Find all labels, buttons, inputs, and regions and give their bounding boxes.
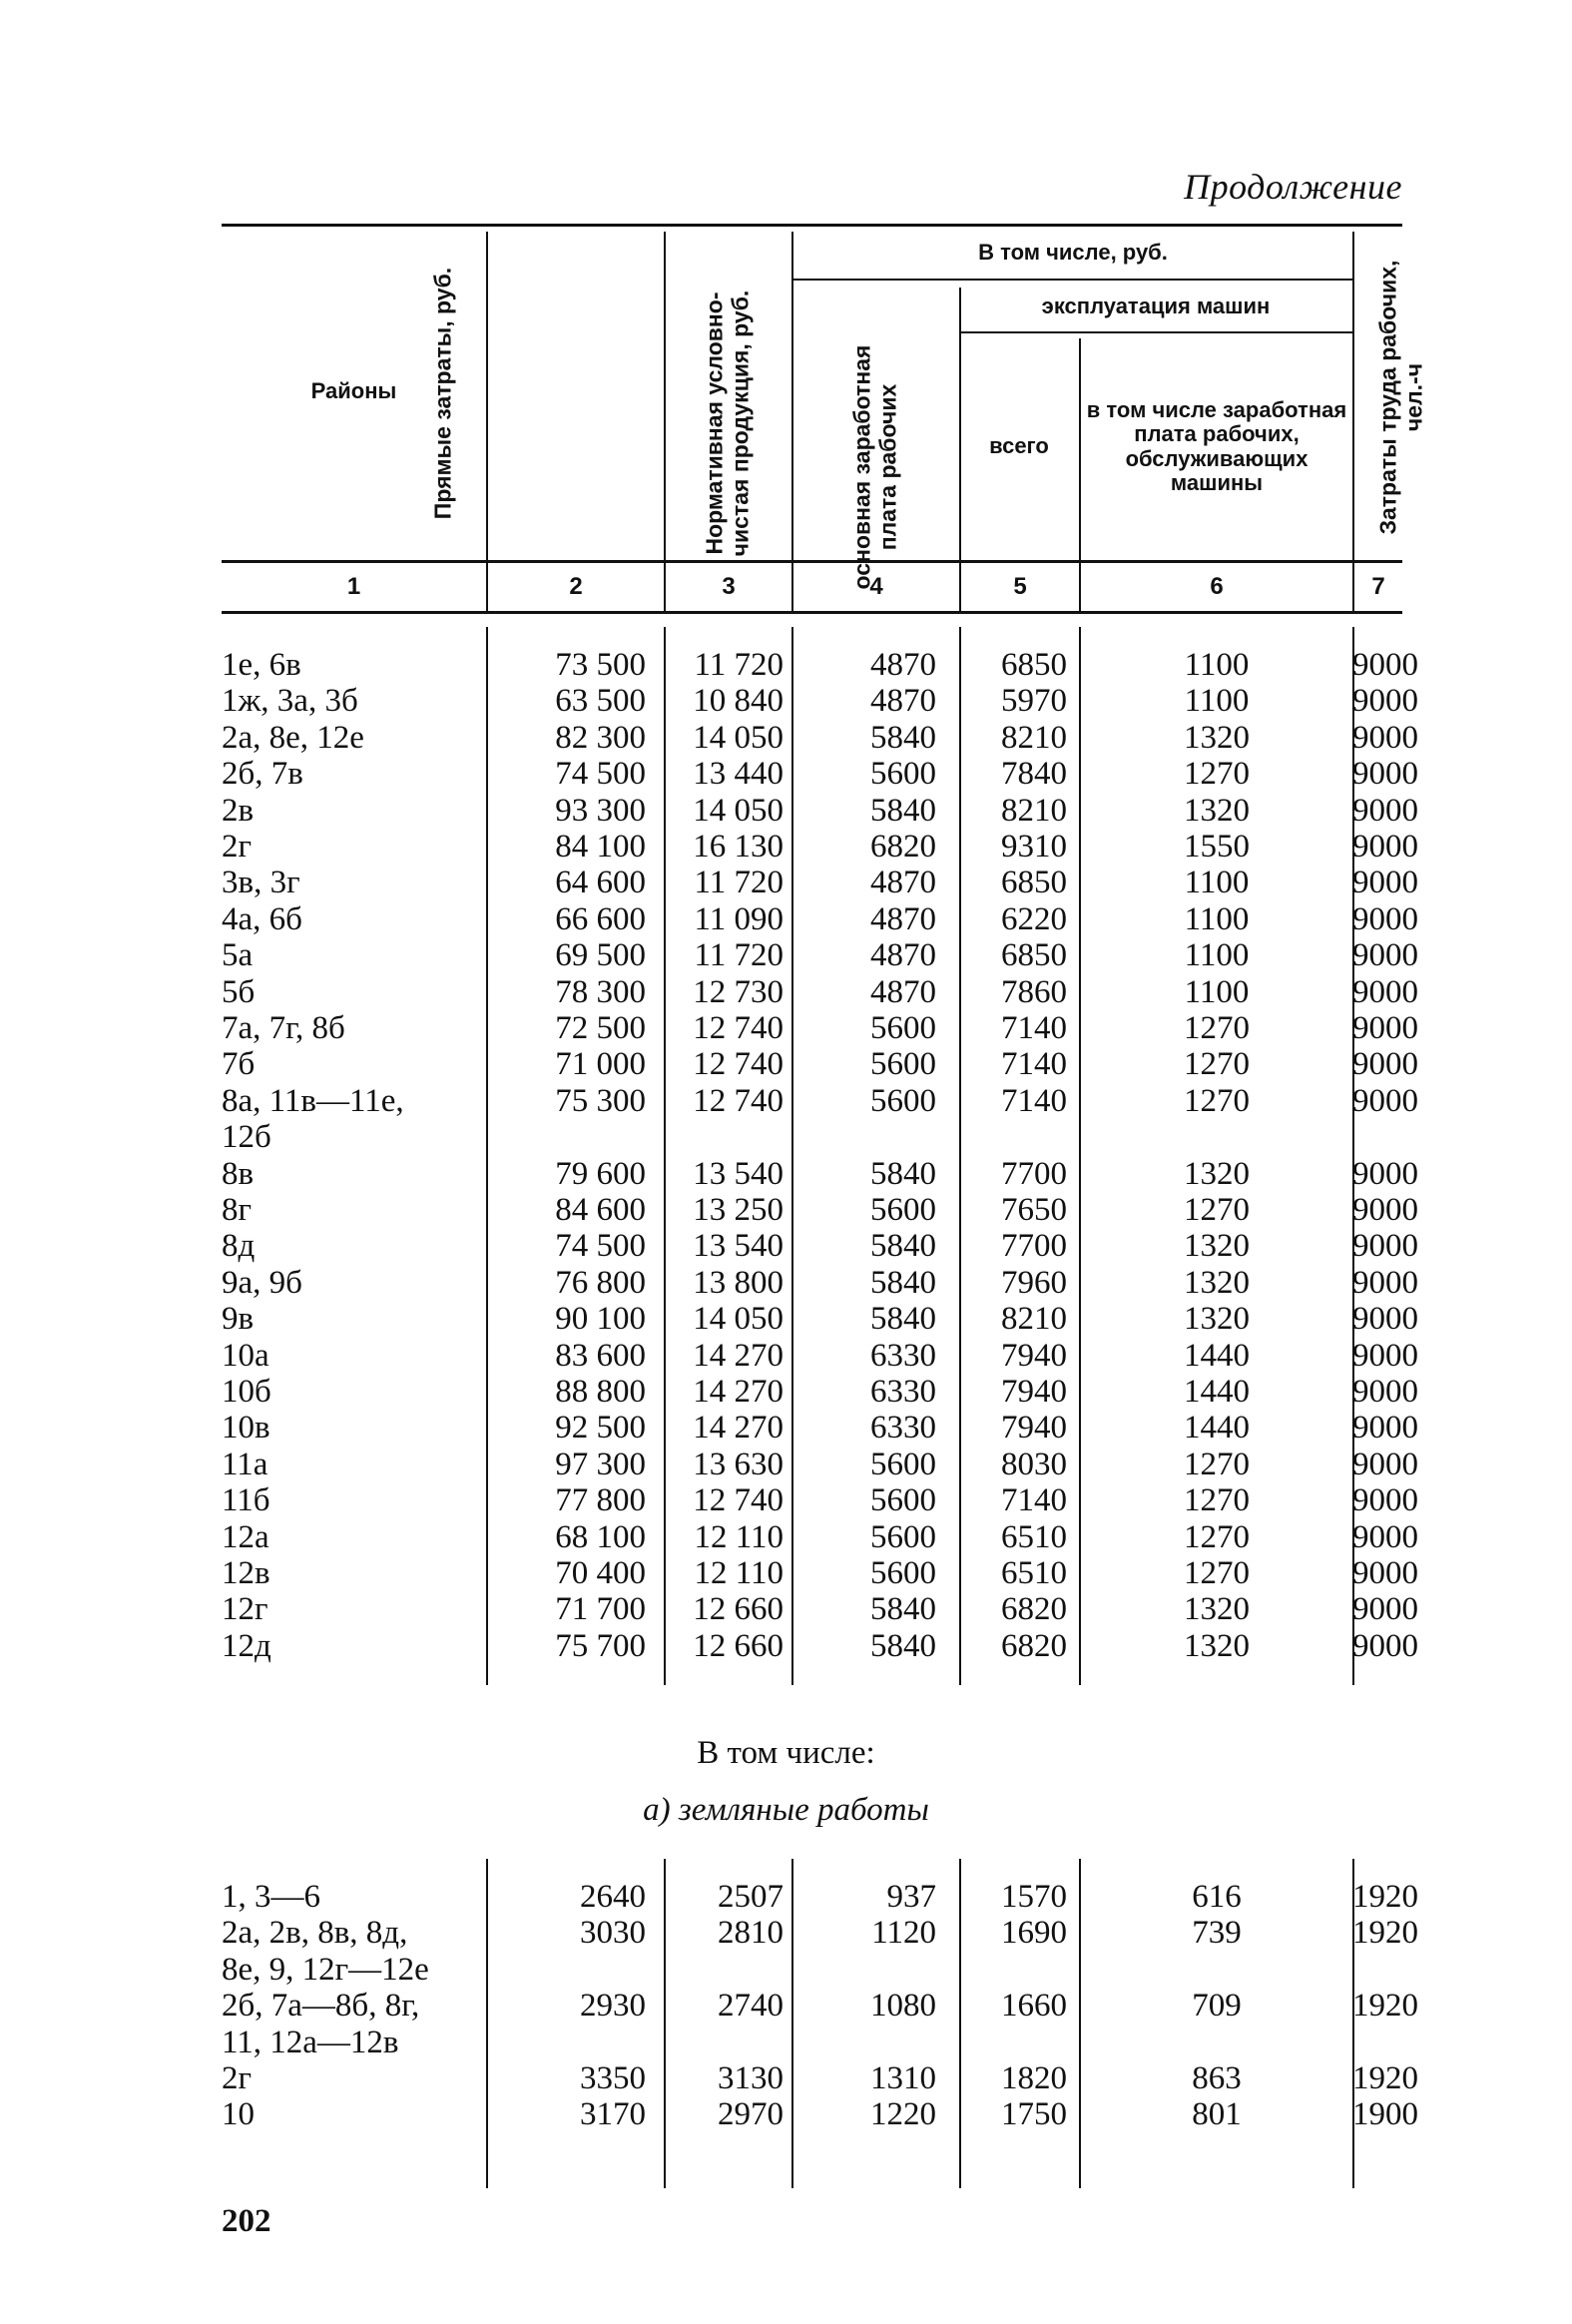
col-number-3: 3 <box>722 572 736 600</box>
value-cell-c7: 9000 <box>1352 1555 1418 1591</box>
value-cell-c2: 3030 <box>580 1915 646 1952</box>
district-cell: 2в <box>222 792 255 829</box>
value-cell-c6: 1100 <box>1184 973 1250 1010</box>
value-cell-c3: 12 660 <box>693 1627 784 1664</box>
district-cell: 11б <box>222 1482 270 1519</box>
header-base-wages: основная заработная плата рабочих <box>848 344 901 590</box>
district-cell: 2а, 8е, 12е <box>222 719 364 756</box>
value-cell-c5: 6850 <box>1001 937 1067 974</box>
value-cell-c3: 2970 <box>718 2096 784 2133</box>
value-cell-c6: 1100 <box>1184 683 1250 720</box>
table-row <box>222 793 1419 830</box>
value-cell-c5: 7140 <box>1001 1010 1067 1046</box>
district-cell: 5б <box>222 973 256 1010</box>
value-cell-c3: 14 050 <box>693 792 784 829</box>
table-header <box>222 224 1427 614</box>
district-cell: 9а, 9б <box>222 1264 302 1301</box>
value-cell-c5: 8210 <box>1001 792 1067 829</box>
value-cell-c4: 5840 <box>870 1301 936 1338</box>
continuation-label: Продолжение <box>1184 167 1402 207</box>
value-cell-c5: 5970 <box>1001 683 1067 720</box>
value-cell-c4: 5600 <box>870 756 936 793</box>
value-cell-c4: 5600 <box>870 1482 936 1519</box>
value-cell-c5: 7860 <box>1001 973 1067 1010</box>
value-cell-c2: 2930 <box>580 1988 646 2025</box>
value-cell-c4: 5600 <box>870 1555 936 1591</box>
value-cell-c3: 14 050 <box>693 719 784 756</box>
value-cell-c6: 1440 <box>1184 1374 1250 1410</box>
value-cell-c7: 9000 <box>1352 1082 1418 1119</box>
value-cell-c6: 1270 <box>1184 1010 1250 1046</box>
value-cell-c6: 739 <box>1192 1915 1242 1952</box>
value-cell-c2: 63 500 <box>555 683 646 720</box>
district-cell: 11а <box>222 1446 268 1482</box>
value-cell-c6: 709 <box>1192 1988 1242 2025</box>
district-cell: 1е, 6в <box>222 647 301 683</box>
value-cell-c5: 1820 <box>1001 2060 1067 2096</box>
value-cell-c2: 2640 <box>580 1879 646 1915</box>
table-row <box>222 1879 1419 1916</box>
value-cell-c7: 9000 <box>1352 1591 1418 1628</box>
value-cell-c6: 1270 <box>1184 1082 1250 1119</box>
value-cell-c7: 9000 <box>1352 900 1418 937</box>
subtitle-earthworks: а) земляные работы <box>643 1792 929 1828</box>
district-cell: 5а <box>222 937 254 974</box>
value-cell-c6: 1550 <box>1184 829 1250 865</box>
value-cell-c2: 78 300 <box>555 973 646 1010</box>
value-cell-c7: 9000 <box>1352 756 1418 793</box>
value-cell-c5: 7940 <box>1001 1374 1067 1410</box>
header-machine-operation: эксплуатация машин <box>1041 292 1271 318</box>
value-cell-c2: 68 100 <box>555 1518 646 1555</box>
value-cell-c4: 4870 <box>870 683 936 720</box>
value-cell-c6: 1270 <box>1184 1555 1250 1591</box>
value-cell-c2: 92 500 <box>555 1410 646 1447</box>
value-cell-c4: 1310 <box>870 2060 936 2096</box>
district-cell: 7а, 7г, 8б <box>222 1010 345 1046</box>
value-cell-c7: 9000 <box>1352 792 1418 829</box>
value-cell-c3: 2740 <box>718 1988 784 2025</box>
value-cell-c4: 1220 <box>870 2096 936 2133</box>
table-row <box>222 1555 1419 1592</box>
value-cell-c3: 12 740 <box>693 1010 784 1046</box>
table-row <box>222 720 1419 757</box>
value-cell-c2: 82 300 <box>555 719 646 756</box>
table-row <box>222 1083 1419 1120</box>
table-row <box>222 1915 1419 1952</box>
value-cell-c4: 6330 <box>870 1410 936 1447</box>
value-cell-c5: 6820 <box>1001 1591 1067 1628</box>
table-row <box>222 1010 1419 1047</box>
value-cell-c7: 9000 <box>1352 865 1418 901</box>
value-cell-c6: 1100 <box>1184 900 1250 937</box>
value-cell-c6: 1320 <box>1184 792 1250 829</box>
value-cell-c2: 90 100 <box>555 1301 646 1338</box>
value-cell-c7: 9000 <box>1352 1264 1418 1301</box>
value-cell-c7: 1920 <box>1352 1915 1418 1952</box>
col-number-1: 1 <box>346 572 361 600</box>
district-cell: 3в, 3г <box>222 865 300 901</box>
value-cell-c2: 93 300 <box>555 792 646 829</box>
table-row <box>222 1519 1419 1556</box>
value-cell-c3: 12 730 <box>693 973 784 1010</box>
value-cell-c6: 1320 <box>1184 1627 1250 1664</box>
value-cell-c5: 7700 <box>1001 1155 1067 1192</box>
value-cell-c7: 9000 <box>1352 1410 1418 1447</box>
value-cell-c5: 6220 <box>1001 900 1067 937</box>
value-cell-c7: 9000 <box>1352 1446 1418 1482</box>
value-cell-c4: 4870 <box>870 937 936 974</box>
value-cell-c2: 74 500 <box>555 756 646 793</box>
value-cell-c3: 13 440 <box>693 756 784 793</box>
value-cell-c6: 1320 <box>1184 1301 1250 1338</box>
district-cell: 12в <box>222 1555 270 1591</box>
table-row <box>222 1374 1419 1411</box>
district-cell: 2г <box>222 829 253 865</box>
value-cell-c3: 11 090 <box>694 900 784 937</box>
value-cell-c4: 6820 <box>870 829 936 865</box>
header-group-including: В том числе, руб. <box>978 239 1168 265</box>
value-cell-c2: 77 800 <box>555 1482 646 1519</box>
table-row <box>222 1301 1419 1338</box>
value-cell-c3: 12 740 <box>693 1046 784 1083</box>
value-cell-c5: 7650 <box>1001 1192 1067 1228</box>
value-cell-c4: 5840 <box>870 1264 936 1301</box>
value-cell-c7: 9000 <box>1352 1155 1418 1192</box>
value-cell-c2: 84 100 <box>555 829 646 865</box>
header-machine-wages: в том числе заработная плата рабочих, обслуживающих машины <box>1086 397 1347 495</box>
district-cell: 10а <box>222 1337 269 1374</box>
subtitle-including: В том числе: <box>697 1735 875 1771</box>
value-cell-c6: 1320 <box>1184 1228 1250 1265</box>
value-cell-c2: 64 600 <box>555 865 646 901</box>
value-cell-c4: 4870 <box>870 900 936 937</box>
value-cell-c6: 1270 <box>1184 1192 1250 1228</box>
value-cell-c3: 11 720 <box>694 865 784 901</box>
value-cell-c5: 6850 <box>1001 865 1067 901</box>
table-row <box>222 937 1419 974</box>
district-cell: 10в <box>222 1410 270 1447</box>
table-row <box>222 2096 1419 2133</box>
value-cell-c4: 1120 <box>871 1915 936 1952</box>
value-cell-c6: 1440 <box>1184 1410 1250 1447</box>
value-cell-c4: 5600 <box>870 1082 936 1119</box>
value-cell-c3: 10 840 <box>693 683 784 720</box>
value-cell-c7: 9000 <box>1352 1482 1418 1519</box>
value-cell-c3: 12 740 <box>693 1082 784 1119</box>
table-row <box>222 1591 1419 1628</box>
district-cell: 2г <box>222 2060 253 2096</box>
value-cell-c5: 6510 <box>1001 1555 1067 1591</box>
earthworks-table-body <box>222 1879 1419 2178</box>
value-cell-c5: 7140 <box>1001 1482 1067 1519</box>
district-cell: 12а <box>222 1518 269 1555</box>
header-total: всего <box>989 433 1049 459</box>
value-cell-c4: 5840 <box>870 719 936 756</box>
value-cell-c6: 1270 <box>1184 1518 1250 1555</box>
district-cell: 7б <box>222 1046 256 1083</box>
value-cell-c3: 12 110 <box>694 1555 784 1591</box>
header-direct-costs: Прямые затраты, руб. <box>429 267 456 520</box>
value-cell-c4: 4870 <box>870 865 936 901</box>
header-normative-production: Нормативная условно-чистая продукция, руб. <box>701 290 754 557</box>
value-cell-c4: 5840 <box>870 792 936 829</box>
value-cell-c3: 2507 <box>718 1879 784 1915</box>
table-row <box>222 1410 1419 1447</box>
value-cell-c5: 1690 <box>1001 1915 1067 1952</box>
table-row <box>222 829 1419 866</box>
district-cell: 8д <box>222 1228 256 1265</box>
value-cell-c5: 7940 <box>1001 1410 1067 1447</box>
value-cell-c5: 9310 <box>1001 829 1067 865</box>
district-cell: 10 <box>222 2096 255 2133</box>
value-cell-c6: 801 <box>1192 2096 1242 2133</box>
col-number-2: 2 <box>569 572 583 600</box>
value-cell-c4: 5600 <box>870 1446 936 1482</box>
value-cell-c7: 9000 <box>1352 1192 1418 1228</box>
value-cell-c5: 6510 <box>1001 1518 1067 1555</box>
table-row <box>222 756 1419 793</box>
col-number-7: 7 <box>1371 572 1385 600</box>
value-cell-c4: 5840 <box>870 1155 936 1192</box>
value-cell-c2: 75 300 <box>555 1082 646 1119</box>
value-cell-c7: 9000 <box>1352 1301 1418 1338</box>
district-cell: 10б <box>222 1374 271 1410</box>
value-cell-c2: 75 700 <box>555 1627 646 1664</box>
value-cell-c3: 13 630 <box>693 1446 784 1482</box>
district-cell: 4а, 6б <box>222 900 302 937</box>
page-number: 202 <box>222 2203 271 2239</box>
value-cell-c3: 14 270 <box>693 1337 784 1374</box>
value-cell-c5: 8030 <box>1001 1446 1067 1482</box>
district-cell: 2б, 7в <box>222 756 303 793</box>
district-cell: 1, 3—6 <box>222 1879 320 1915</box>
value-cell-c7: 9000 <box>1352 683 1418 720</box>
value-cell-c3: 13 540 <box>693 1228 784 1265</box>
value-cell-c3: 13 540 <box>693 1155 784 1192</box>
value-cell-c2: 72 500 <box>555 1010 646 1046</box>
table-row <box>222 1265 1419 1302</box>
value-cell-c3: 13 250 <box>693 1192 784 1228</box>
value-cell-c4: 5840 <box>870 1591 936 1628</box>
value-cell-c2: 73 500 <box>555 647 646 683</box>
value-cell-c6: 1320 <box>1184 1155 1250 1192</box>
table-row <box>222 1628 1419 1665</box>
value-cell-c7: 1920 <box>1352 2060 1418 2096</box>
value-cell-c7: 9000 <box>1352 937 1418 974</box>
value-cell-c3: 3130 <box>718 2060 784 2096</box>
value-cell-c7: 1920 <box>1352 1879 1418 1915</box>
district-cell: 2а, 2в, 8в, 8д, <box>222 1915 408 1952</box>
table-row <box>222 647 1419 684</box>
value-cell-c2: 83 600 <box>555 1337 646 1374</box>
table-row <box>222 974 1419 1011</box>
value-cell-c3: 16 130 <box>693 829 784 865</box>
value-cell-c7: 9000 <box>1352 719 1418 756</box>
district-cell-continued: 12б <box>222 1119 271 1156</box>
district-cell: 1ж, 3а, 3б <box>222 683 358 720</box>
value-cell-c2: 69 500 <box>555 937 646 974</box>
value-cell-c6: 616 <box>1192 1879 1242 1915</box>
value-cell-c5: 7140 <box>1001 1046 1067 1083</box>
value-cell-c4: 5600 <box>870 1046 936 1083</box>
value-cell-c5: 6820 <box>1001 1627 1067 1664</box>
value-cell-c7: 9000 <box>1352 973 1418 1010</box>
value-cell-c6: 1320 <box>1184 1264 1250 1301</box>
value-cell-c3: 14 270 <box>693 1374 784 1410</box>
value-cell-c2: 84 600 <box>555 1192 646 1228</box>
main-table-body <box>222 647 1419 1695</box>
value-cell-c4: 5840 <box>870 1627 936 1664</box>
value-cell-c6: 1100 <box>1184 647 1250 683</box>
value-cell-c4: 4870 <box>870 647 936 683</box>
district-cell-continued: 8е, 9, 12г—12е <box>222 1951 429 1988</box>
value-cell-c7: 9000 <box>1352 1518 1418 1555</box>
table-row <box>222 865 1419 901</box>
district-cell-continued: 11, 12а—12в <box>222 2024 399 2060</box>
value-cell-c7: 9000 <box>1352 1374 1418 1410</box>
value-cell-c6: 1270 <box>1184 1046 1250 1083</box>
value-cell-c5: 7140 <box>1001 1082 1067 1119</box>
table-row <box>222 1482 1419 1519</box>
value-cell-c3: 14 050 <box>693 1301 784 1338</box>
value-cell-c2: 74 500 <box>555 1228 646 1265</box>
col-number-5: 5 <box>1013 572 1027 600</box>
value-cell-c3: 14 270 <box>693 1410 784 1447</box>
value-cell-c7: 9000 <box>1352 1337 1418 1374</box>
district-cell: 8г <box>222 1192 253 1228</box>
value-cell-c2: 3350 <box>580 2060 646 2096</box>
value-cell-c2: 66 600 <box>555 900 646 937</box>
value-cell-c7: 9000 <box>1352 1228 1418 1265</box>
col-number-6: 6 <box>1210 572 1224 600</box>
value-cell-c2: 70 400 <box>555 1555 646 1591</box>
table-row <box>222 1228 1419 1265</box>
value-cell-c4: 5840 <box>870 1228 936 1265</box>
table-row <box>222 1192 1419 1229</box>
header-districts: Районы <box>310 378 397 404</box>
table-row <box>222 1046 1419 1083</box>
value-cell-c5: 1750 <box>1001 2096 1067 2133</box>
district-cell: 8а, 11в—11е, <box>222 1082 404 1119</box>
value-cell-c3: 12 660 <box>693 1591 784 1628</box>
value-cell-c6: 1320 <box>1184 719 1250 756</box>
value-cell-c5: 8210 <box>1001 1301 1067 1338</box>
value-cell-c4: 1080 <box>870 1988 936 2025</box>
value-cell-c6: 1270 <box>1184 756 1250 793</box>
value-cell-c2: 97 300 <box>555 1446 646 1482</box>
value-cell-c5: 8210 <box>1001 719 1067 756</box>
value-cell-c6: 1270 <box>1184 1482 1250 1519</box>
table-row <box>222 1156 1419 1193</box>
value-cell-c6: 1320 <box>1184 1591 1250 1628</box>
value-cell-c4: 4870 <box>870 973 936 1010</box>
table-row <box>222 1988 1419 2025</box>
value-cell-c4: 937 <box>886 1879 936 1915</box>
value-cell-c3: 11 720 <box>694 937 784 974</box>
district-cell: 8в <box>222 1155 255 1192</box>
value-cell-c6: 1100 <box>1184 937 1250 974</box>
value-cell-c3: 11 720 <box>694 647 784 683</box>
value-cell-c7: 9000 <box>1352 1046 1418 1083</box>
header-labor-costs: Затраты труда рабочих, чел.-ч <box>1374 260 1427 535</box>
value-cell-c6: 1100 <box>1184 865 1250 901</box>
value-cell-c3: 2810 <box>718 1915 784 1952</box>
table-row <box>222 683 1419 720</box>
value-cell-c7: 9000 <box>1352 647 1418 683</box>
value-cell-c7: 9000 <box>1352 1010 1418 1046</box>
value-cell-c4: 5600 <box>870 1192 936 1228</box>
value-cell-c5: 7840 <box>1001 756 1067 793</box>
value-cell-c3: 12 110 <box>694 1518 784 1555</box>
district-cell: 12д <box>222 1627 271 1664</box>
value-cell-c2: 79 600 <box>555 1155 646 1192</box>
value-cell-c2: 3170 <box>580 2096 646 2133</box>
value-cell-c2: 71 000 <box>555 1046 646 1083</box>
value-cell-c7: 9000 <box>1352 829 1418 865</box>
value-cell-c7: 9000 <box>1352 1627 1418 1664</box>
value-cell-c2: 76 800 <box>555 1264 646 1301</box>
value-cell-c4: 6330 <box>870 1337 936 1374</box>
table-row <box>222 2060 1419 2097</box>
table-row <box>222 901 1419 938</box>
table-row <box>222 1338 1419 1375</box>
value-cell-c2: 71 700 <box>555 1591 646 1628</box>
value-cell-c5: 1570 <box>1001 1879 1067 1915</box>
value-cell-c5: 6850 <box>1001 647 1067 683</box>
value-cell-c6: 863 <box>1192 2060 1242 2096</box>
district-cell: 2б, 7а—8б, 8г, <box>222 1988 420 2025</box>
value-cell-c3: 12 740 <box>693 1482 784 1519</box>
col-number-4: 4 <box>869 572 883 600</box>
value-cell-c7: 1920 <box>1352 1988 1418 2025</box>
value-cell-c4: 5600 <box>870 1010 936 1046</box>
district-cell: 12г <box>222 1591 268 1628</box>
value-cell-c2: 88 800 <box>555 1374 646 1410</box>
district-cell: 9в <box>222 1301 255 1338</box>
value-cell-c4: 5600 <box>870 1518 936 1555</box>
value-cell-c6: 1440 <box>1184 1337 1250 1374</box>
value-cell-c6: 1270 <box>1184 1446 1250 1482</box>
value-cell-c5: 7960 <box>1001 1264 1067 1301</box>
value-cell-c4: 6330 <box>870 1374 936 1410</box>
value-cell-c5: 1660 <box>1001 1988 1067 2025</box>
value-cell-c5: 7940 <box>1001 1337 1067 1374</box>
value-cell-c5: 7700 <box>1001 1228 1067 1265</box>
value-cell-c3: 13 800 <box>693 1264 784 1301</box>
table-row <box>222 1447 1419 1483</box>
value-cell-c7: 1900 <box>1352 2096 1418 2133</box>
